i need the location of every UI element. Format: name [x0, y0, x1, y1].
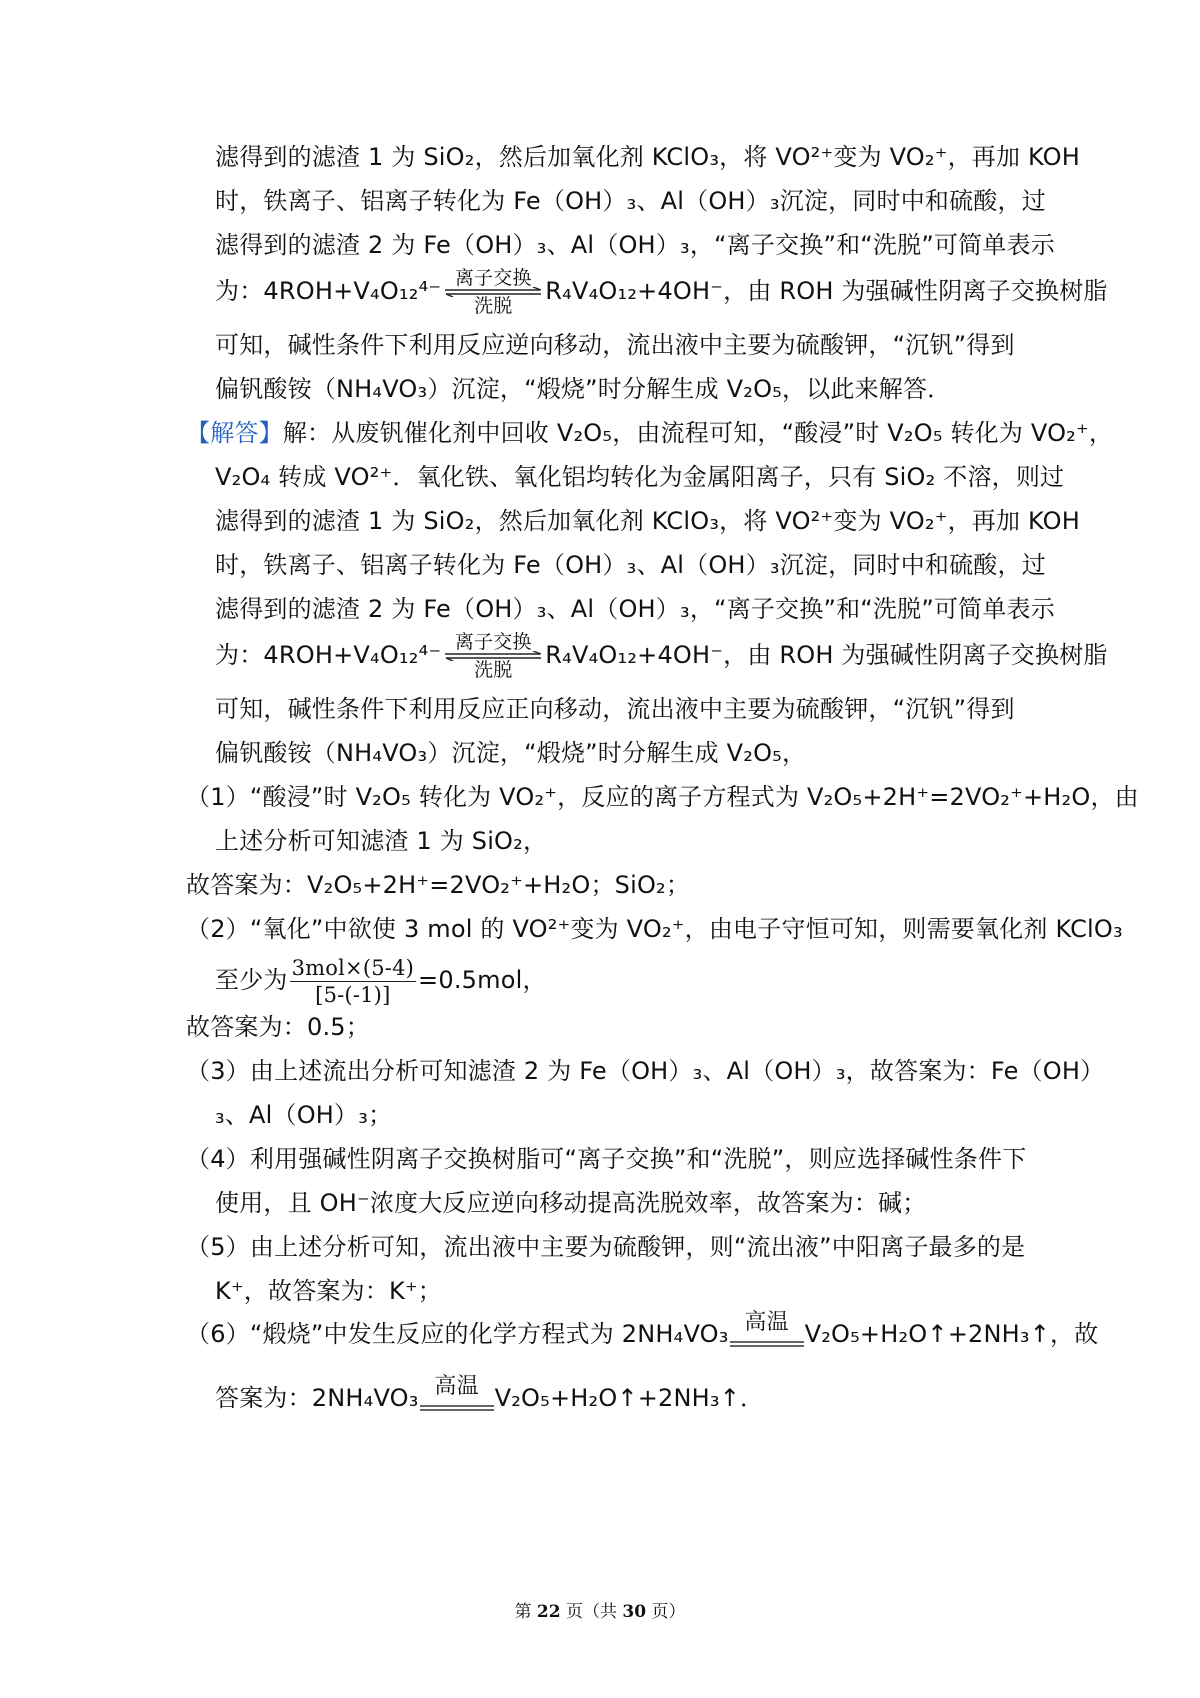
q5-line: K⁺，故答案为：K⁺； — [215, 1277, 443, 1305]
q6-answer-prefix: 答案为：2NH₄VO₃ — [215, 1384, 419, 1412]
footer-post: 页） — [646, 1602, 686, 1622]
solution-line: 滤得到的滤渣 2 为 Fe（OH）₃、Al（OH）₃，“离子交换”和“洗脱”可简单表示 — [215, 595, 1055, 623]
equation-right: R₄V₄O₁₂+4OH⁻，由 ROH 为强碱性阴离子交换树脂 — [545, 641, 1108, 669]
analysis-line: 偏钒酸铵（NH₄VO₃）沉淀，“煅烧”时分解生成 V₂O₅，以此来解答． — [215, 375, 952, 403]
fraction — [290, 955, 416, 1008]
page-footer — [0, 1601, 1200, 1623]
q2-answer: 故答案为：0.5； — [186, 1013, 370, 1041]
q6-answer-line — [215, 1372, 764, 1424]
reversible-arrow — [443, 268, 543, 316]
solution-line: 可知，碱性条件下利用反应正向移动，流出液中主要为硫酸钾，“沉钒”得到 — [215, 695, 1015, 723]
total-pages: 30 — [622, 1602, 647, 1622]
condition-label: 高温 — [434, 1374, 479, 1399]
q4-line: （4）利用强碱性阴离子交换树脂可“离子交换”和“洗脱”，则应选择碱性条件下 — [186, 1145, 1027, 1173]
q3-line: ₃、Al（OH）₃； — [215, 1101, 393, 1129]
q6-answer-products: V₂O₅+H₂O↑+2NH₃↑． — [494, 1384, 765, 1412]
q1-answer: 故答案为：V₂O₅+2H⁺=2VO₂⁺+H₂O；SiO₂； — [186, 871, 691, 899]
solution-line: 偏钒酸铵（NH₄VO₃）沉淀，“煅烧”时分解生成 V₂O₅， — [215, 739, 807, 767]
solution-heading-line — [186, 418, 1113, 448]
high-temperature-arrow — [420, 1374, 494, 1424]
q2-line: （2）“氧化”中欲使 3 mol 的 VO²⁺变为 VO₂⁺，由电子守恒可知，则需要氧化剂 KClO₃ — [186, 915, 1123, 943]
equation-right: R₄V₄O₁₂+4OH⁻，由 ROH 为强碱性阴离子交换树脂 — [545, 277, 1108, 305]
q1-line: 上述分析可知滤渣 1 为 SiO₂， — [215, 827, 548, 855]
q6-equation-line — [186, 1308, 1098, 1360]
q6-products: V₂O₅+H₂O↑+2NH₃↑，故 — [804, 1320, 1099, 1348]
equation-left: 为：4ROH+V₄O₁₂⁴⁻ — [215, 641, 442, 669]
page-number: 22 — [536, 1602, 561, 1622]
fraction-numerator: 3mol×(5-4) — [291, 955, 415, 980]
solution-line: 时，铁离子、铝离子转化为 Fe（OH）₃、Al（OH）₃沉淀，同时中和硫酸，过 — [215, 551, 1046, 579]
analysis-line: 可知，碱性条件下利用反应逆向移动，流出液中主要为硫酸钾，“沉钒”得到 — [215, 331, 1015, 359]
analysis-equation-line — [215, 266, 1108, 316]
arrow-top-label: 离子交换 — [454, 631, 532, 653]
solution-line: 滤得到的滤渣 1 为 SiO₂，然后加氧化剂 KClO₃，将 VO²⁺变为 VO₂⁺，再加 KOH — [215, 507, 1080, 535]
solution-line: V₂O₄ 转成 VO²⁺．氧化铁、氧化铝均转化为金属阳离子，只有 SiO₂ 不溶，则过 — [215, 463, 1065, 491]
equation-left: 为：4ROH+V₄O₁₂⁴⁻ — [215, 277, 442, 305]
analysis-line: 滤得到的滤渣 1 为 SiO₂，然后加氧化剂 KClO₃，将 VO²⁺变为 VO₂⁺，再加 KOH — [215, 143, 1080, 171]
q2-prefix: 至少为 — [215, 966, 288, 994]
q6-prefix: （6）“煅烧”中发生反应的化学方程式为 2NH₄VO₃ — [186, 1320, 729, 1348]
reversible-arrow — [443, 632, 543, 680]
q2-fraction-line — [215, 952, 547, 1008]
arrow-top-label: 离子交换 — [454, 267, 532, 289]
solution-equation-line — [215, 630, 1108, 680]
fraction-denominator: [5-(-1)] — [315, 982, 391, 1007]
q4-line: 使用，且 OH⁻浓度大反应逆向移动提高洗脱效率，故答案为：碱； — [215, 1189, 927, 1217]
high-temperature-arrow — [730, 1310, 804, 1360]
condition-label: 高温 — [744, 1310, 789, 1335]
q1-line: （1）“酸浸”时 V₂O₅ 转化为 VO₂⁺，反应的离子方程式为 V₂O₅+2H⁺=2VO₂⁺+H₂O，由 — [186, 783, 1139, 811]
solution-text: 解：从废钒催化剂中回收 V₂O₅，由流程可知，“酸浸”时 V₂O₅ 转化为 VO₂⁺， — [282, 419, 1114, 447]
footer-pre: 第 — [514, 1602, 537, 1622]
analysis-line: 滤得到的滤渣 2 为 Fe（OH）₃、Al（OH）₃，“离子交换”和“洗脱”可简单表示 — [215, 231, 1055, 259]
footer-mid: 页（共 — [560, 1602, 623, 1622]
q3-line: （3）由上述流出分析可知滤渣 2 为 Fe（OH）₃、Al（OH）₃，故答案为：Fe（OH） — [186, 1057, 1105, 1085]
solution-tag: 【解答】 — [186, 419, 283, 447]
arrow-bottom-label: 洗脱 — [474, 295, 513, 317]
arrow-bottom-label: 洗脱 — [474, 659, 513, 681]
analysis-line: 时，铁离子、铝离子转化为 Fe（OH）₃、Al（OH）₃沉淀，同时中和硫酸，过 — [215, 187, 1046, 215]
q5-line: （5）由上述分析可知，流出液中主要为硫酸钾，则“流出液”中阳离子最多的是 — [186, 1233, 1026, 1261]
q2-result: =0.5mol， — [418, 966, 547, 994]
